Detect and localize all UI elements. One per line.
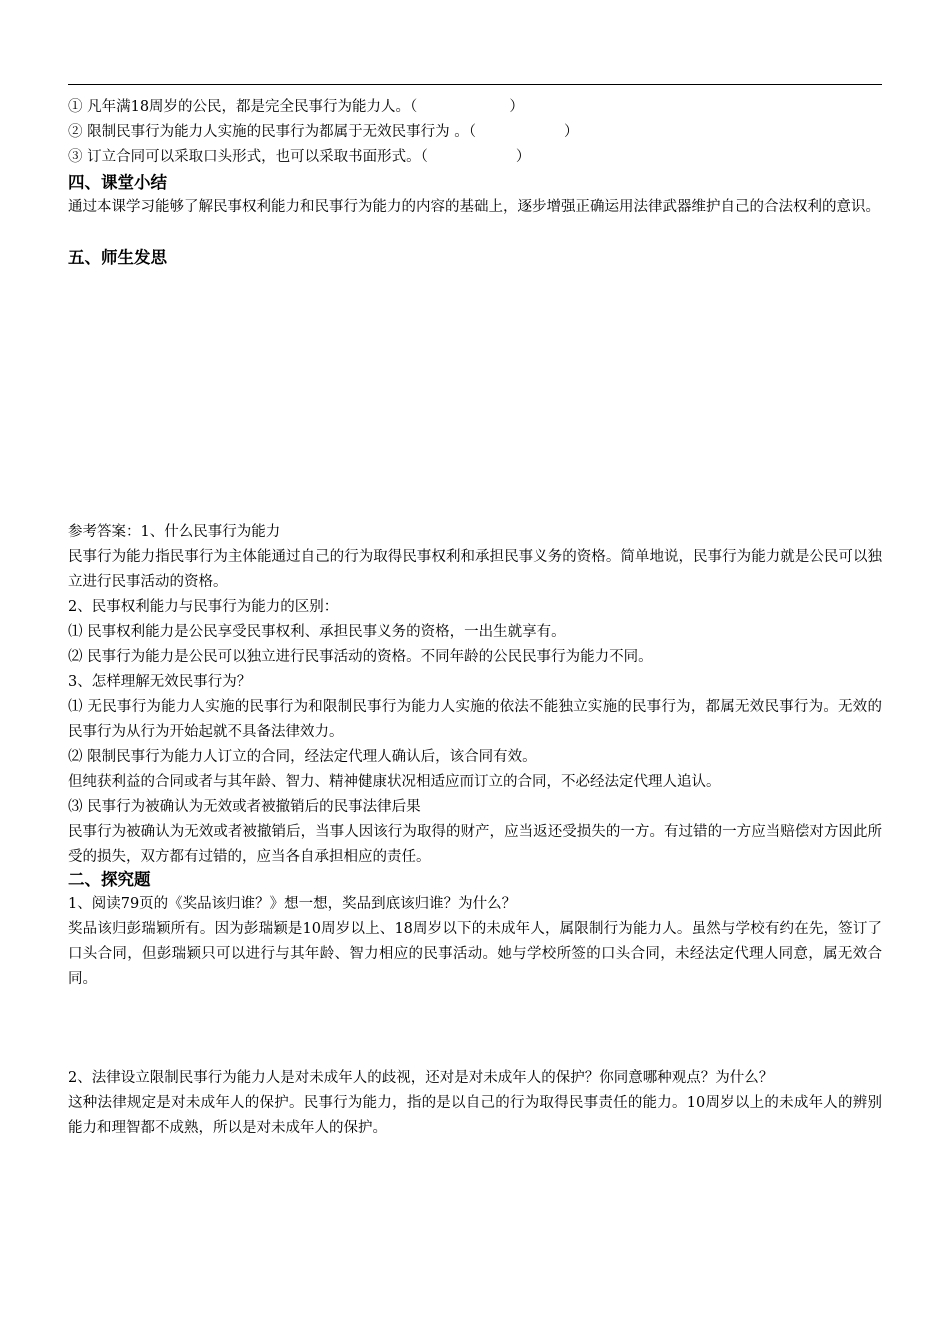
answer-question-title: 2、民事权利能力与民事行为能力的区别： xyxy=(68,599,339,615)
answer-paragraph: ⑴ 无民事行为能力人实施的民事行为和限制民事行为能力人实施的依法不能独立实施的民事行为，都属无效民事行为。无效的民事行为从行为开始起就不具备法律效力。 xyxy=(68,699,882,740)
inquiry-question: 2、法律设立限制民事行为能力人是对未成年人的歧视，还对是对未成年人的保护？你同意哪种观点？为什么？ xyxy=(68,1070,774,1086)
section-heading: 四、课堂小结 xyxy=(68,173,167,192)
statement-3 xyxy=(68,145,882,170)
paren-close: ） xyxy=(563,124,579,140)
section-heading: 五、师生发思 xyxy=(68,248,167,267)
section-heading: 二、探究题 xyxy=(68,870,151,889)
reference-answers xyxy=(68,520,882,870)
answer-paragraph: 民事行为能力指民事行为主体能通过自己的行为取得民事权利和承担民事义务的资格。简单地说，民事行为能力就是公民可以独立进行民事活动的资格。 xyxy=(68,549,882,590)
section-summary xyxy=(68,170,882,220)
section-inquiry xyxy=(68,867,882,992)
statement-text: ① 凡年满18周岁的公民，都是完全民事行为能力人。（ xyxy=(68,99,418,115)
statement-2 xyxy=(68,120,882,145)
paren-close: ） xyxy=(515,149,531,165)
answer-item: 但纯获利益的合同或者与其年龄、智力、精神健康状况相适应而订立的合同，不必经法定代理人追认。 xyxy=(68,774,721,790)
inquiry-question: 1、阅读79页的《奖品该归谁？》想一想，奖品到底该归谁？为什么？ xyxy=(68,896,517,912)
section-reflection xyxy=(68,245,882,270)
statement-text: ② 限制民事行为能力人实施的民事行为都属于无效民事行为 。（ xyxy=(68,124,476,140)
statement-list xyxy=(68,95,882,170)
statement-text: ③ 订立合同可以采取口头形式，也可以采取书面形式。（ xyxy=(68,149,428,165)
answers-intro: 参考答案：1、什么民事行为能力 xyxy=(68,524,281,540)
answer-item: ⑵ 限制民事行为能力人订立的合同，经法定代理人确认后，该合同有效。 xyxy=(68,749,537,765)
paren-close: ） xyxy=(509,99,524,115)
inquiry-answer: 这种法律规定是对未成年人的保护。民事行为能力，指的是以自己的行为取得民事责任的能力。10周岁以上的未成年人的辨别能力和理智都不成熟，所以是对未成年人的保护。 xyxy=(68,1095,882,1136)
answer-item: ⑶ 民事行为被确认为无效或者被撤销后的民事法律后果 xyxy=(68,799,421,815)
answer-paragraph: 民事行为被确认为无效或者被撤销后，当事人因该行为取得的财产，应当返还受损失的一方。有过错的一方应当赔偿对方因此所受的损失，双方都有过错的，应当各自承担相应的责任。 xyxy=(68,824,882,865)
answer-item: ⑴ 民事权利能力是公民享受民事权利、承担民事义务的资格，一出生就享有。 xyxy=(68,624,566,640)
answer-question-title: 3、怎样理解无效民事行为？ xyxy=(68,674,252,690)
header-rule xyxy=(68,84,882,85)
answer-item: ⑵ 民事行为能力是公民可以独立进行民事活动的资格。不同年龄的公民民事行为能力不同。 xyxy=(68,649,653,665)
inquiry-answer: 奖品该归彭瑞颖所有。因为彭瑞颖是10周岁以上、18周岁以下的未成年人，属限制行为能力人。虽然与学校有约在先，签订了口头合同，但彭瑞颖只可以进行与其年龄、智力相应的民事活动。她与学校所签的口头合同，未经法定代理人同意，属无效合同。 xyxy=(68,921,882,987)
section-text: 通过本课学习能够了解民事权利能力和民事行为能力的内容的基础上，逐步增强正确运用法律武器维护自己的合法权利的意识。 xyxy=(68,199,880,215)
section-inquiry-2 xyxy=(68,1066,882,1141)
statement-1 xyxy=(68,95,882,120)
